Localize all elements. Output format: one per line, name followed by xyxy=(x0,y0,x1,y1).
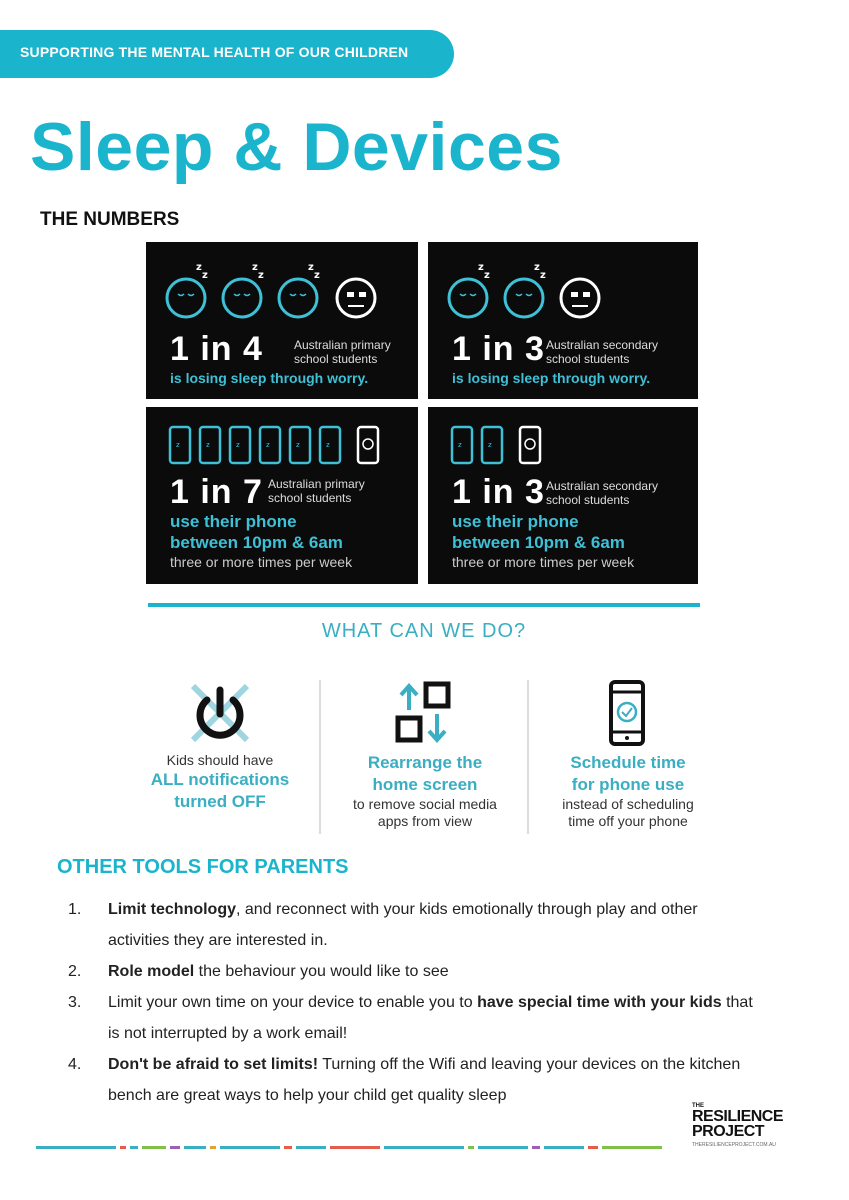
power-off-icon xyxy=(185,678,255,748)
resilience-project-logo xyxy=(692,1103,812,1163)
stat-line: is losing sleep through worry. xyxy=(170,370,369,386)
what-can-we-do-heading: WHAT CAN WE DO? xyxy=(321,620,527,642)
action-text-pre: Kids should have xyxy=(166,752,274,768)
svg-text:z: z xyxy=(196,262,202,273)
list-bold: have special time with your kids xyxy=(477,994,722,1011)
list-text: , and reconnect with your kids emotionally through play and other xyxy=(236,901,698,918)
action-text-bold-1: ALL notifications xyxy=(150,770,290,789)
divider-rule xyxy=(148,603,700,607)
list-bold: Limit technology xyxy=(108,901,236,918)
svg-text:z: z xyxy=(176,441,180,449)
list-number: 3. xyxy=(68,994,82,1011)
logo-the: THE xyxy=(692,1103,704,1109)
action-text-post-2: apps from view xyxy=(377,813,473,829)
list-number: 2. xyxy=(68,963,82,980)
list-item xyxy=(68,987,808,1049)
stat-line-1: use their phone xyxy=(170,512,297,531)
svg-text:z: z xyxy=(258,270,264,281)
header-banner xyxy=(0,30,454,78)
rearrange-icon xyxy=(390,678,460,748)
action-text-post-2: time off your phone xyxy=(568,813,688,829)
list-number: 1. xyxy=(68,901,82,918)
action-rearrange xyxy=(320,676,530,830)
svg-text:z: z xyxy=(478,262,484,273)
logo-url: THERESILIENCEPROJECT.COM.AU xyxy=(692,1142,776,1148)
svg-text:z: z xyxy=(540,270,546,281)
stat-number: 1 in 4 xyxy=(170,330,263,368)
stat-number: 1 in 3 xyxy=(452,330,545,368)
stat-desc-2: school students xyxy=(268,491,352,505)
list-text: the behaviour you would like to see xyxy=(194,963,449,980)
stat-tile-primary-phone xyxy=(146,407,418,584)
stat-desc-1: Australian primary xyxy=(294,338,391,352)
stat-desc-1: Australian secondary xyxy=(546,338,659,352)
stat-desc-1: Australian primary xyxy=(268,477,365,491)
stat-number: 1 in 7 xyxy=(170,473,263,511)
list-item xyxy=(68,956,808,987)
banner-text: SUPPORTING THE MENTAL HEALTH OF OUR CHILDREN xyxy=(20,44,409,60)
stat-tile-primary-worry xyxy=(146,242,418,399)
stat-line-3: three or more times per week xyxy=(452,554,635,570)
action-text-bold-1: Rearrange the xyxy=(367,753,483,772)
stat-line-3: three or more times per week xyxy=(170,554,353,570)
stat-line-1: use their phone xyxy=(452,512,579,531)
logo-line-1: RESILIENCE xyxy=(692,1108,784,1125)
stat-desc-2: school students xyxy=(294,352,378,366)
svg-text:z: z xyxy=(236,441,240,449)
action-text-bold-2: for phone use xyxy=(571,775,685,794)
action-text-post-1: instead of scheduling xyxy=(562,796,694,812)
page-title: Sleep & Devices xyxy=(30,109,563,185)
sleeping-faces-icon xyxy=(442,256,642,326)
sleeping-faces-icon xyxy=(160,256,400,326)
svg-text:z: z xyxy=(252,262,258,273)
sleeping-phones-icon xyxy=(168,425,408,469)
stat-tile-secondary-phone xyxy=(428,407,698,584)
sleeping-phones-icon xyxy=(450,425,570,469)
list-text-cont: is not interrupted by a work email! xyxy=(108,1025,348,1042)
list-text-cont: bench are great ways to help your child get quality sleep xyxy=(108,1087,507,1104)
stat-desc-1: Australian secondary xyxy=(546,479,659,493)
stat-line-2: between 10pm & 6am xyxy=(170,533,343,552)
footer-dashed-line xyxy=(36,1146,666,1149)
svg-text:z: z xyxy=(314,270,320,281)
phone-alarm-icon xyxy=(593,678,663,748)
svg-text:z: z xyxy=(202,270,208,281)
action-schedule xyxy=(530,676,726,830)
tips-list xyxy=(68,894,808,1111)
stat-line-2: between 10pm & 6am xyxy=(452,533,625,552)
svg-text:z: z xyxy=(534,262,540,273)
stat-desc-2: school students xyxy=(546,493,630,507)
svg-text:z: z xyxy=(206,441,210,449)
list-bold: Role model xyxy=(108,963,195,980)
list-item xyxy=(68,1049,808,1111)
logo-line-2: PROJECT xyxy=(692,1123,765,1140)
action-text-post-1: to remove social media xyxy=(353,796,497,812)
list-text-cont: activities they are interested in. xyxy=(108,932,328,949)
stat-tile-secondary-worry xyxy=(428,242,698,399)
svg-text:z: z xyxy=(458,441,462,449)
list-number: 4. xyxy=(68,1056,82,1073)
list-text: Turning off the Wifi and leaving your devices on the kitchen xyxy=(318,1056,741,1073)
stat-line: is losing sleep through worry. xyxy=(452,370,651,386)
list-text: that xyxy=(721,994,753,1011)
other-tools-heading: OTHER TOOLS FOR PARENTS xyxy=(57,856,349,878)
list-text-pre: Limit your own time on your device to enable you to xyxy=(108,994,478,1011)
svg-text:z: z xyxy=(296,441,300,449)
action-text-bold-2: home screen xyxy=(372,775,478,794)
svg-text:z: z xyxy=(266,441,270,449)
stat-number: 1 in 3 xyxy=(452,473,545,511)
stat-desc-2: school students xyxy=(546,352,630,366)
svg-text:z: z xyxy=(488,441,492,449)
svg-text:z: z xyxy=(308,262,314,273)
action-text-bold-2: turned OFF xyxy=(174,792,266,811)
svg-text:z: z xyxy=(326,441,330,449)
column-divider xyxy=(527,680,529,834)
action-notifications xyxy=(130,676,310,813)
section-heading-numbers: THE NUMBERS xyxy=(40,209,180,230)
list-item xyxy=(68,894,808,956)
svg-text:z: z xyxy=(484,270,490,281)
action-text-bold-1: Schedule time xyxy=(570,753,686,772)
list-bold: Don't be afraid to set limits! xyxy=(108,1056,319,1073)
